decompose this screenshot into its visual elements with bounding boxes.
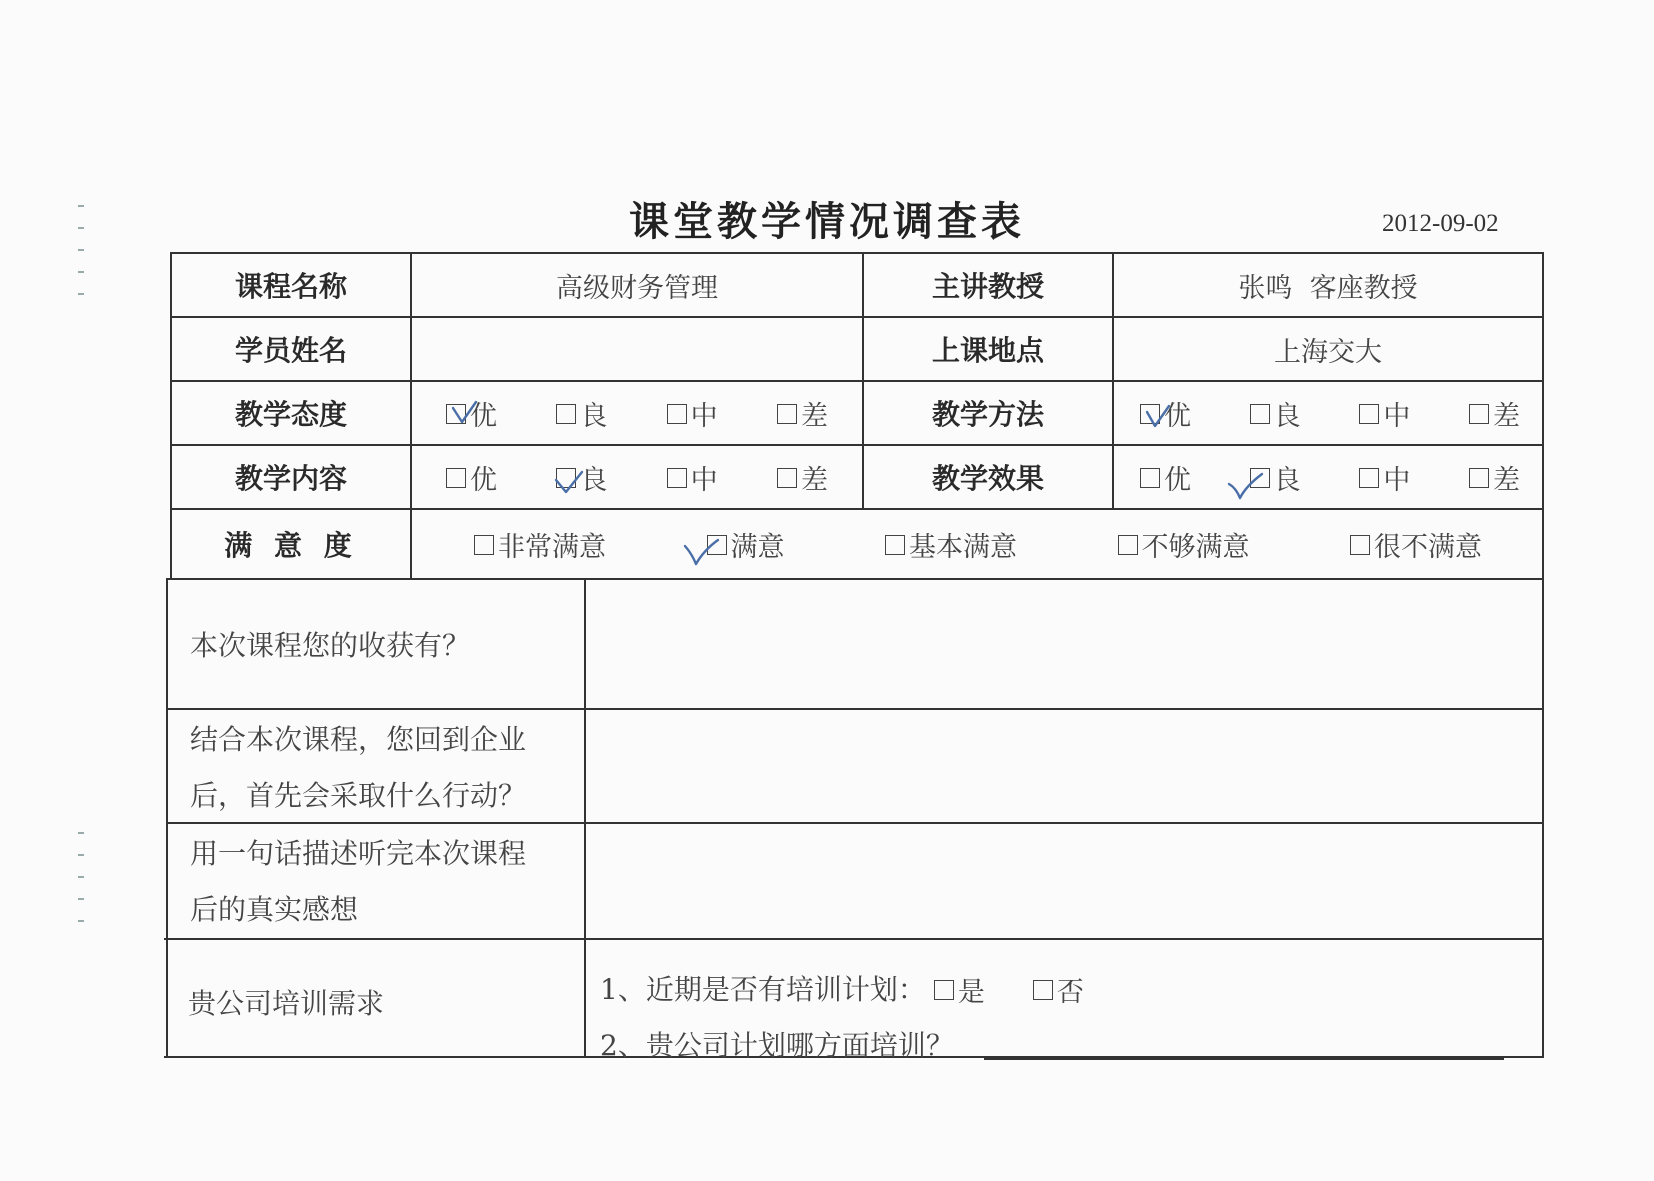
checkbox[interactable] (1359, 404, 1379, 424)
option-label: 基本满意 (909, 531, 1017, 563)
option-label: 良 (1273, 400, 1301, 432)
training-area-answer-line[interactable] (984, 1058, 1504, 1060)
option-label: 非常满意 (498, 531, 606, 563)
checkbox[interactable] (1140, 468, 1160, 488)
student-name-value[interactable] (412, 318, 862, 380)
question-text: 本次课程您的收获有？ (190, 629, 471, 662)
question-training-needs (166, 976, 602, 1032)
option-content-excellent[interactable] (446, 458, 497, 497)
option-attitude-good[interactable] (556, 394, 607, 433)
training-area-question: 2、贵公司计划哪方面培训？ (600, 1029, 954, 1062)
table-border-right (1542, 252, 1544, 1057)
label-lecturer: 主讲教授 (931, 270, 1044, 303)
option-label: 良 (1273, 464, 1301, 496)
option-label: 中 (1383, 400, 1411, 432)
option-not-satisfied-enough[interactable] (1118, 525, 1250, 564)
option-label: 否 (1056, 976, 1084, 1008)
option-very-dissatisfied[interactable] (1350, 525, 1482, 564)
label-teaching-method: 教学方法 (931, 398, 1044, 431)
row-divider (164, 938, 1544, 940)
answer-action-field[interactable] (586, 710, 1542, 822)
checkbox[interactable] (667, 468, 687, 488)
option-content-poor[interactable] (777, 458, 828, 497)
option-effect-average[interactable] (1359, 458, 1410, 497)
option-label: 中 (690, 400, 718, 432)
question-text-line2: 后的真实感想 (190, 893, 359, 926)
question-action (168, 712, 610, 824)
checkbox[interactable] (1118, 535, 1138, 555)
satisfaction-options (474, 510, 1482, 578)
checkbox[interactable] (1469, 468, 1489, 488)
training-plan-label: 1、近期是否有培训计划： (600, 973, 926, 1006)
question-text-line1: 结合本次课程，您回到企业 (190, 723, 527, 756)
option-attitude-average[interactable] (667, 394, 718, 433)
label-satisfaction: 满 意 度 (224, 529, 358, 562)
location-value[interactable]: 上海交大 (1274, 336, 1382, 368)
teaching-attitude-options (446, 382, 828, 444)
option-label: 优 (470, 464, 497, 496)
teaching-method-options (1140, 382, 1520, 444)
lecturer-value[interactable]: 张鸣 客座教授 (1238, 272, 1418, 304)
option-label: 不够满意 (1141, 531, 1250, 563)
option-method-average[interactable] (1359, 394, 1410, 433)
label-teaching-attitude: 教学态度 (234, 398, 347, 431)
checkbox[interactable] (446, 468, 466, 488)
answer-impression-field[interactable] (586, 824, 1542, 938)
training-plan-question (600, 968, 1084, 1009)
option-label: 差 (1492, 400, 1520, 432)
check-mark-icon (554, 466, 586, 498)
checkbox[interactable] (474, 535, 494, 555)
option-label: 优 (1164, 400, 1191, 432)
option-method-good[interactable] (1250, 394, 1301, 433)
checkbox[interactable] (1469, 404, 1489, 424)
option-attitude-poor[interactable] (777, 394, 828, 433)
question-text-line1: 用一句话描述听完本次课程 (190, 837, 527, 870)
check-mark-icon (1144, 404, 1174, 436)
option-label: 是 (957, 976, 985, 1008)
option-yes[interactable] (934, 970, 985, 1009)
option-label: 满意 (730, 531, 785, 563)
teaching-effect-options (1140, 446, 1520, 508)
option-effect-poor[interactable] (1469, 458, 1520, 497)
margin-marks-bottom (78, 832, 84, 942)
checkbox[interactable] (1033, 980, 1053, 1000)
label-location: 上课地点 (931, 334, 1044, 367)
option-basically-satisfied[interactable] (885, 525, 1017, 564)
option-label: 优 (470, 400, 497, 432)
option-label: 优 (1164, 464, 1191, 496)
label-student-name: 学员姓名 (234, 334, 347, 367)
option-effect-excellent[interactable] (1140, 458, 1191, 497)
question-impression (168, 826, 610, 938)
teaching-content-options (446, 446, 828, 508)
option-label: 差 (800, 400, 828, 432)
checkbox[interactable] (556, 404, 576, 424)
course-name-value[interactable]: 高级财务管理 (556, 272, 718, 304)
option-method-poor[interactable] (1469, 394, 1520, 433)
label-course-name: 课程名称 (234, 270, 347, 303)
check-mark-icon (450, 398, 480, 430)
option-content-average[interactable] (667, 458, 718, 497)
check-mark-icon (682, 532, 722, 572)
option-label: 良 (580, 400, 608, 432)
form-date: 2012-09-02 (1382, 210, 1499, 237)
form-title: 课堂教学情况调查表 (629, 199, 1025, 245)
question-text-line2: 后，首先会采取什么行动？ (190, 779, 527, 812)
checkbox[interactable] (885, 535, 905, 555)
option-label: 差 (800, 464, 828, 496)
option-label: 中 (690, 464, 718, 496)
checkbox[interactable] (1359, 468, 1379, 488)
label-teaching-content: 教学内容 (234, 462, 347, 495)
answer-gains-field[interactable] (586, 580, 1542, 708)
checkbox[interactable] (777, 404, 797, 424)
label-teaching-effect: 教学效果 (931, 462, 1044, 495)
checkbox[interactable] (667, 404, 687, 424)
option-label: 良 (580, 464, 608, 496)
option-label: 很不满意 (1374, 531, 1482, 563)
checkbox[interactable] (1250, 404, 1270, 424)
question-gains (168, 618, 604, 674)
option-very-satisfied[interactable] (474, 525, 606, 564)
checkbox[interactable] (934, 980, 954, 1000)
check-mark-icon (1226, 468, 1266, 508)
question-text: 贵公司培训需求 (188, 987, 385, 1020)
option-label: 中 (1383, 464, 1411, 496)
checkbox[interactable] (777, 468, 797, 488)
checkbox[interactable] (1350, 535, 1370, 555)
option-no[interactable] (1033, 970, 1084, 1009)
option-label: 差 (1492, 464, 1520, 496)
